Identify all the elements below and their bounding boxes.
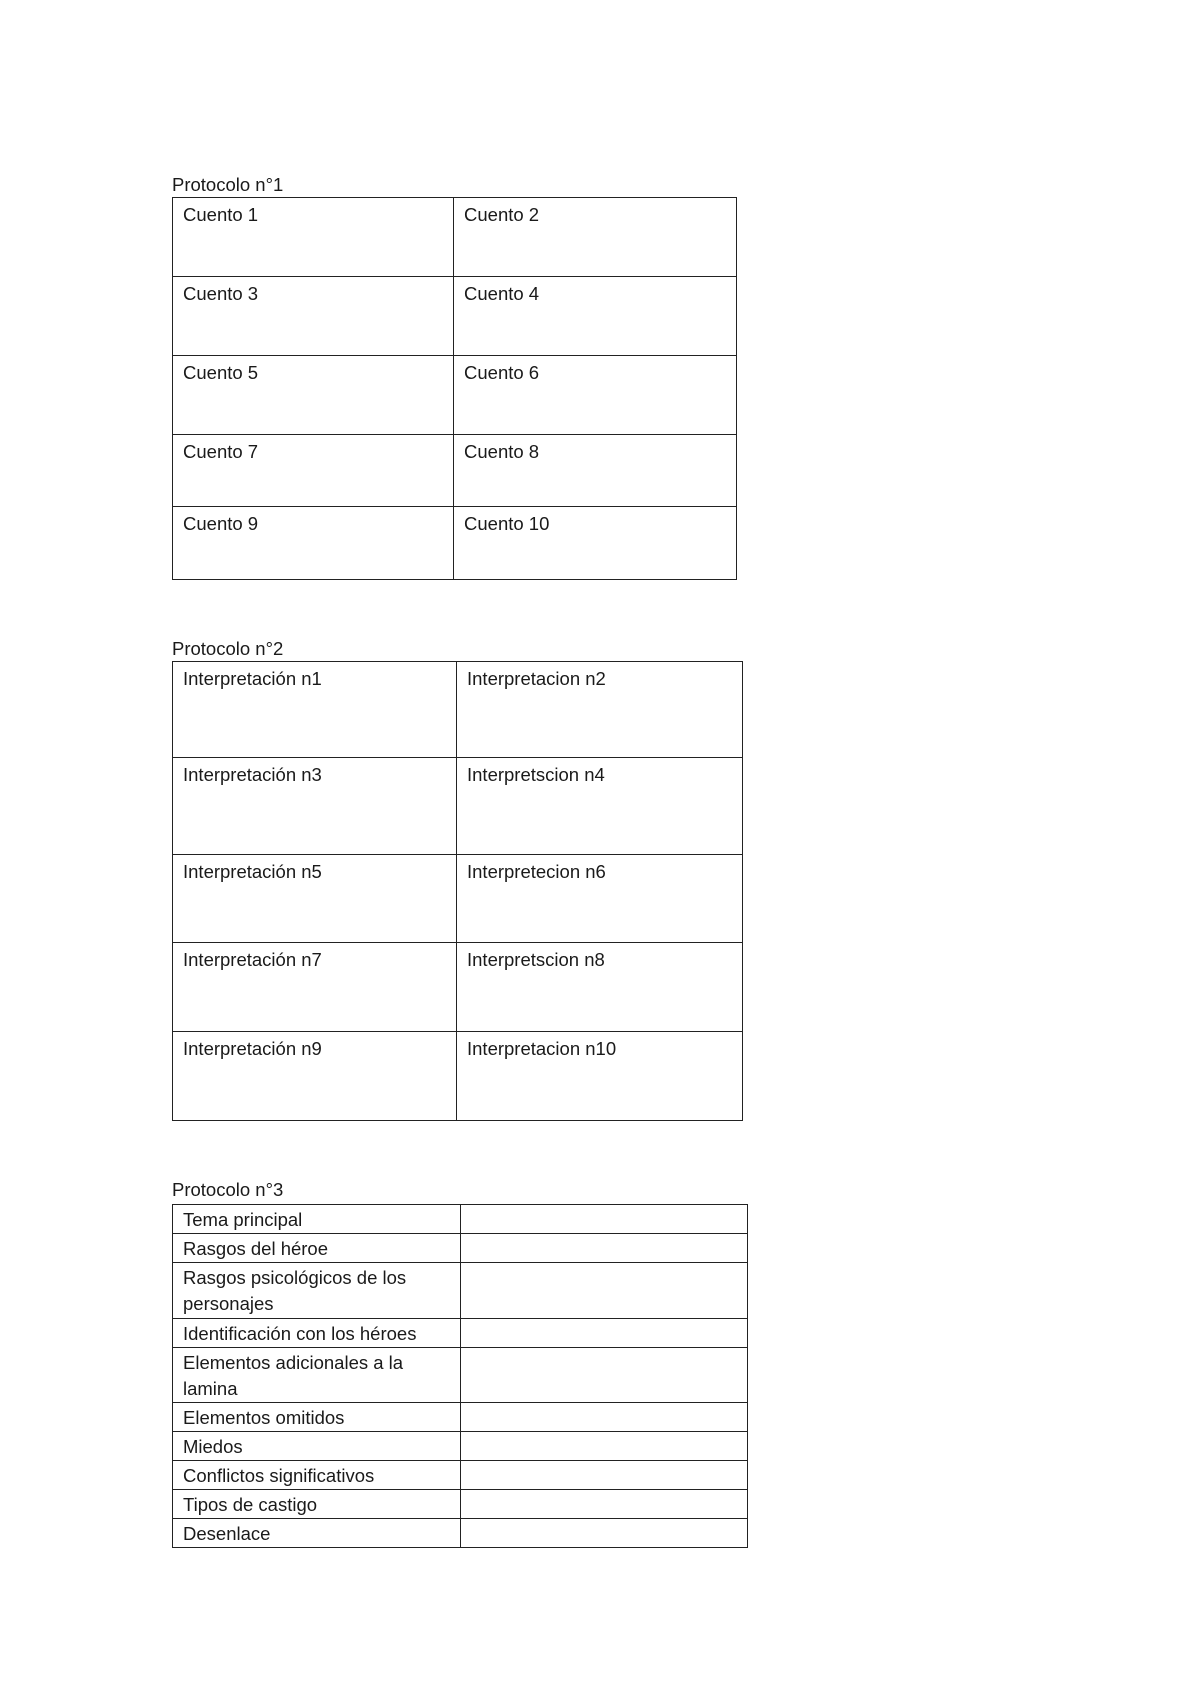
protocol-2-table: [172, 661, 743, 1121]
table-cell: Interpretación n5: [173, 855, 457, 943]
table-cell: Desenlace: [173, 1519, 461, 1548]
table-row: [173, 507, 737, 580]
table-cell: [461, 1319, 748, 1348]
table-cell: [461, 1403, 748, 1432]
table-cell: Cuento 4: [454, 277, 737, 356]
table-cell: Interpretación n9: [173, 1032, 457, 1121]
table-cell: [461, 1263, 748, 1319]
table-row: [173, 1432, 748, 1461]
protocol-1-title: Protocolo n°1: [172, 174, 284, 195]
table-row: [173, 758, 743, 855]
table-cell: Cuento 1: [173, 198, 454, 277]
table-row: [173, 1348, 748, 1403]
table-row: [173, 855, 743, 943]
table-row: [173, 1403, 748, 1432]
table-cell: [461, 1461, 748, 1490]
table-cell: Interpretscion n4: [457, 758, 743, 855]
table-cell: Rasgos del héroe: [173, 1234, 461, 1263]
table-cell: [461, 1490, 748, 1519]
table-row: [173, 1490, 748, 1519]
table-cell: [461, 1348, 748, 1403]
table-cell: Tipos de castigo: [173, 1490, 461, 1519]
table-cell: Tema principal: [173, 1205, 461, 1234]
table-cell: Cuento 6: [454, 356, 737, 435]
protocol-1-table: [172, 197, 737, 580]
table-cell: Cuento 5: [173, 356, 454, 435]
table-cell: [461, 1205, 748, 1234]
table-row: [173, 943, 743, 1032]
table-cell: Interpretación n3: [173, 758, 457, 855]
table-row: [173, 1032, 743, 1121]
table-row: [173, 662, 743, 758]
table-row: [173, 1263, 748, 1319]
table-row: [173, 1234, 748, 1263]
table-cell: Elementos omitidos: [173, 1403, 461, 1432]
table-cell: [461, 1234, 748, 1263]
table-cell: Cuento 3: [173, 277, 454, 356]
table-cell: Miedos: [173, 1432, 461, 1461]
table-cell: Interpretscion n8: [457, 943, 743, 1032]
table-row: [173, 356, 737, 435]
table-cell: Interpretecion n6: [457, 855, 743, 943]
table-cell: Interpretacion n10: [457, 1032, 743, 1121]
table-cell: Identificación con los héroes: [173, 1319, 461, 1348]
table-cell: Cuento 10: [454, 507, 737, 580]
table-cell: Cuento 2: [454, 198, 737, 277]
table-cell: [461, 1432, 748, 1461]
protocol-2-title: Protocolo n°2: [172, 638, 284, 659]
table-cell: Conflictos significativos: [173, 1461, 461, 1490]
table-cell: Elementos adicionales a la lamina: [173, 1348, 461, 1403]
table-cell: Rasgos psicológicos de los personajes: [173, 1263, 461, 1319]
table-cell: [461, 1519, 748, 1548]
table-cell: Interpretación n1: [173, 662, 457, 758]
table-row: [173, 1319, 748, 1348]
table-row: [173, 198, 737, 277]
table-cell: Interpretación n7: [173, 943, 457, 1032]
table-cell: Cuento 8: [454, 435, 737, 507]
table-row: [173, 435, 737, 507]
table-row: [173, 1205, 748, 1234]
protocol-3-title: Protocolo n°3: [172, 1179, 284, 1200]
table-row: [173, 1461, 748, 1490]
protocol-3-table: [172, 1204, 748, 1548]
table-row: [173, 1519, 748, 1548]
table-cell: Cuento 7: [173, 435, 454, 507]
table-cell: Interpretacion n2: [457, 662, 743, 758]
table-cell: Cuento 9: [173, 507, 454, 580]
table-row: [173, 277, 737, 356]
